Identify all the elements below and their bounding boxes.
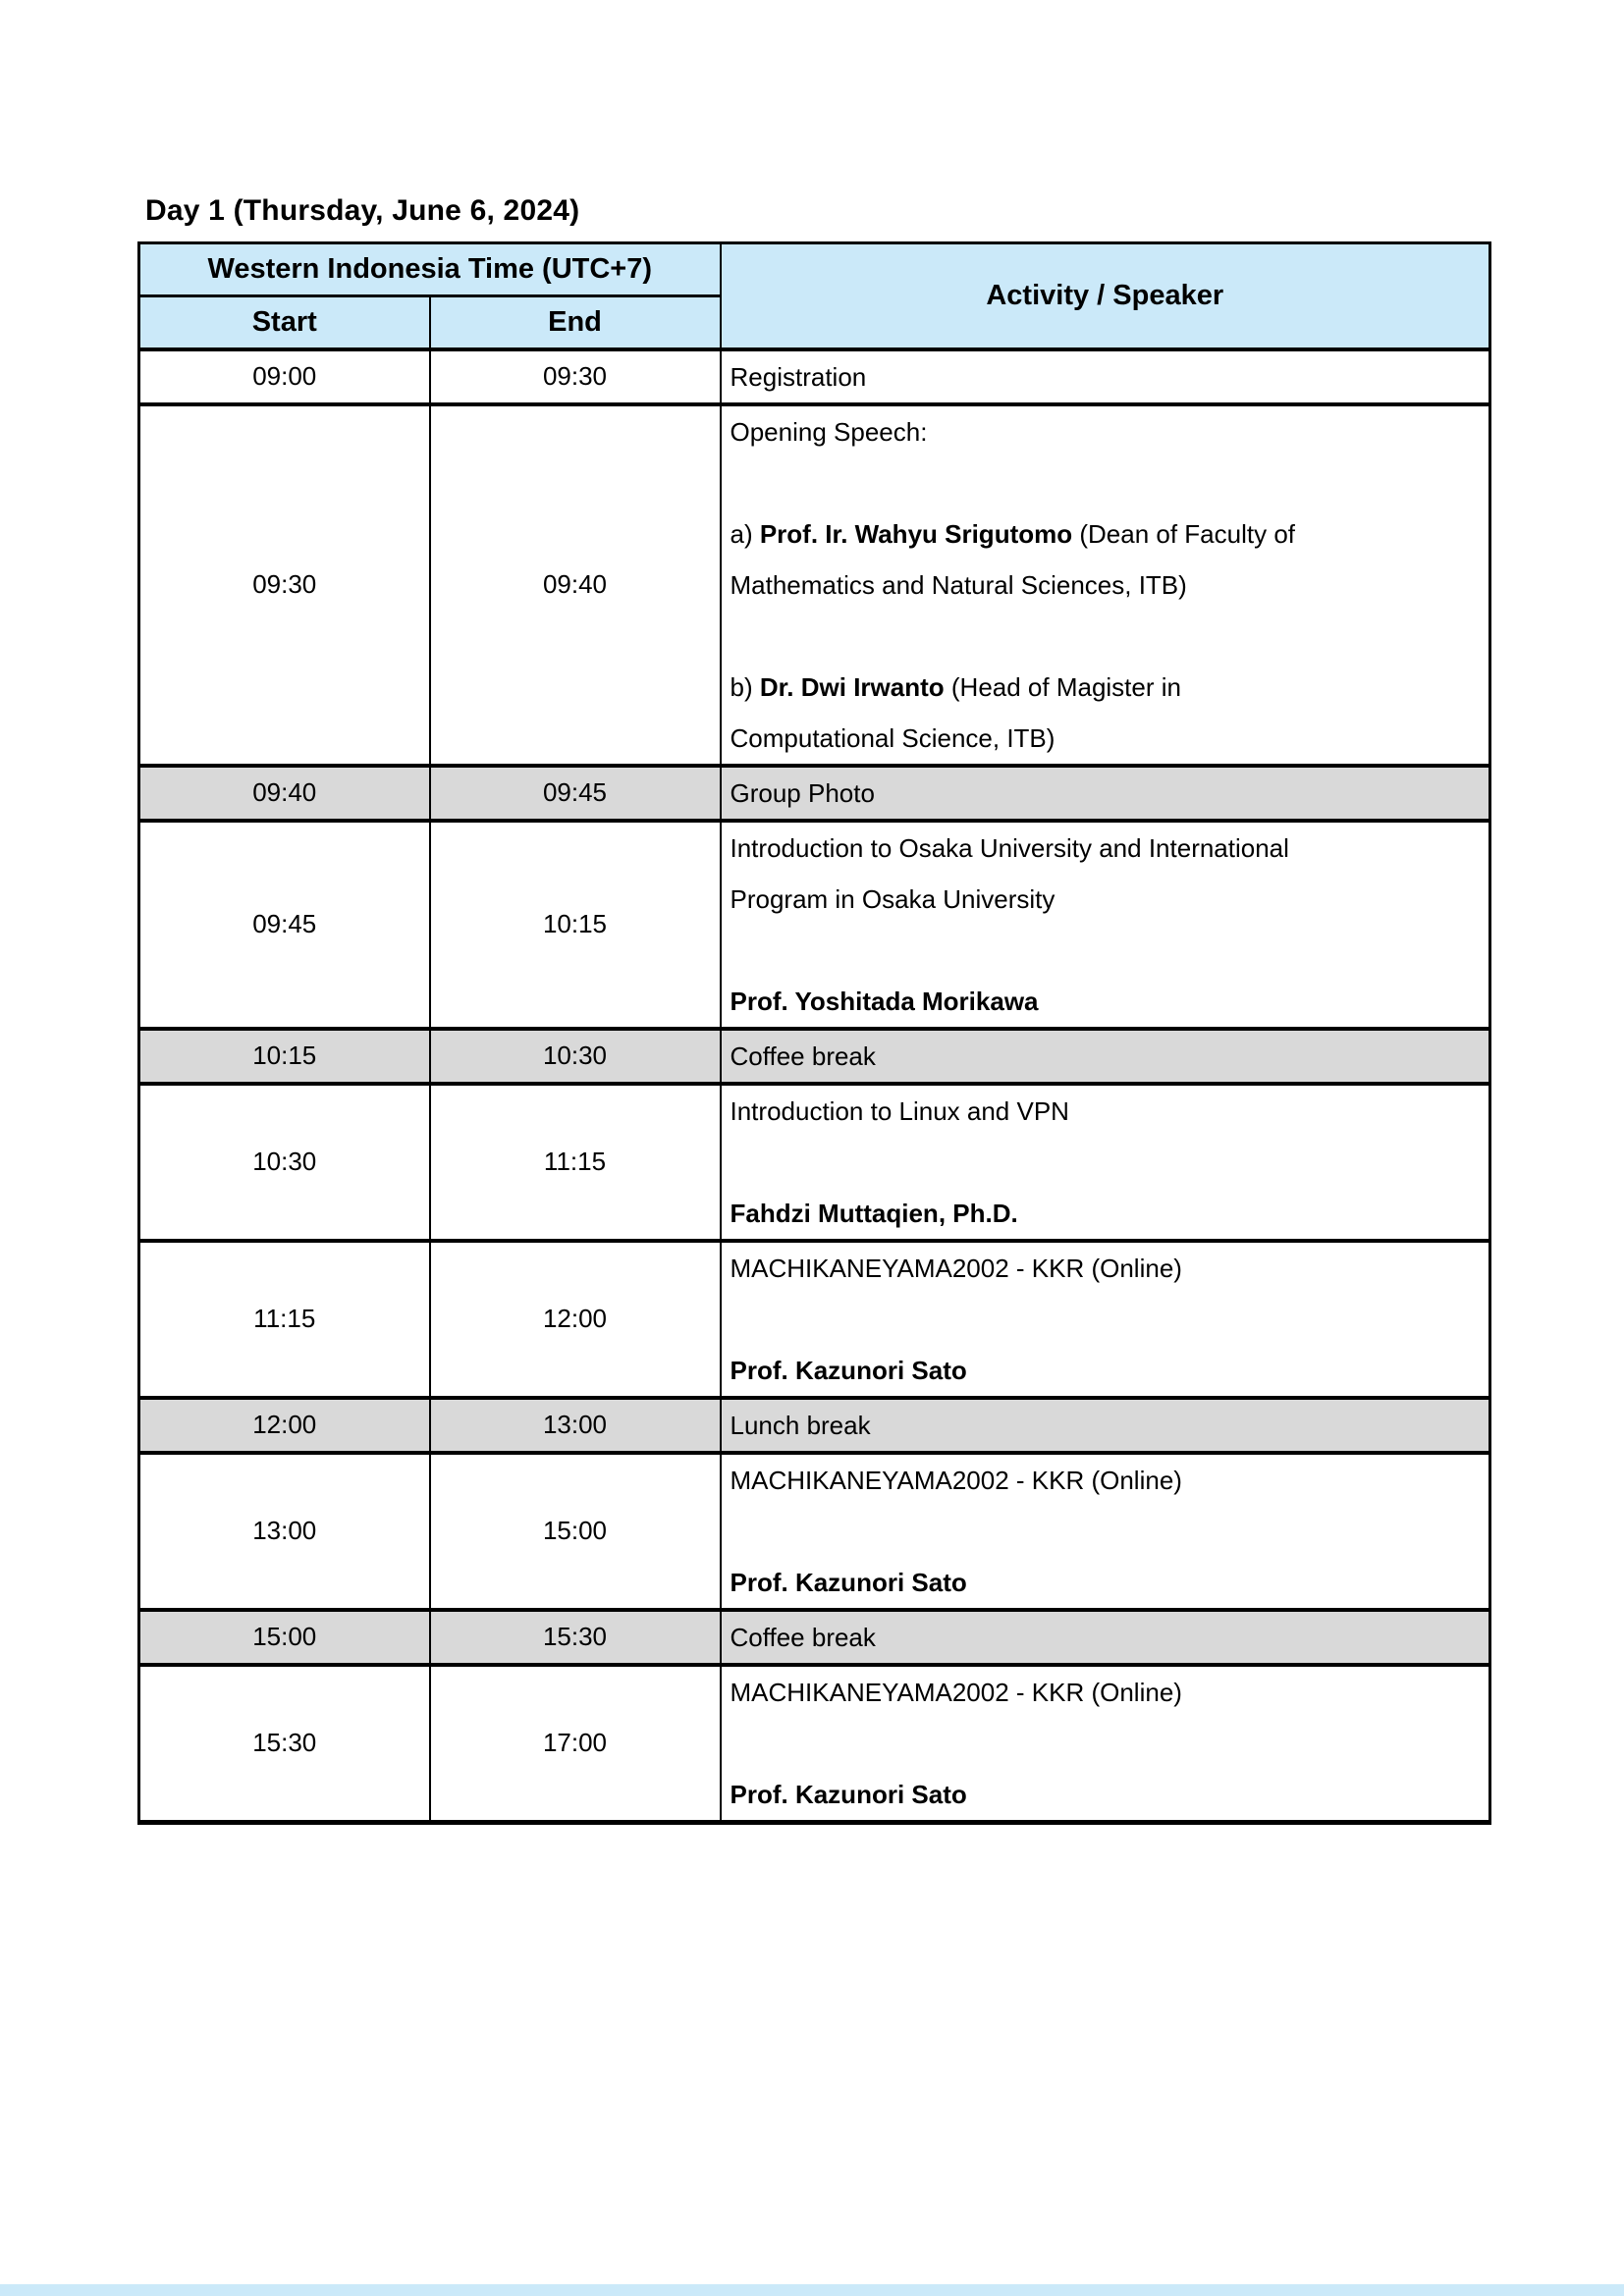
start-time-cell: 09:45 xyxy=(139,821,430,1029)
activity-cell xyxy=(721,1665,1490,1823)
end-time-cell: 11:15 xyxy=(430,1084,721,1241)
schedule-row xyxy=(139,1398,1490,1453)
end-time-cell: 09:30 xyxy=(430,349,721,404)
activity-line xyxy=(731,1243,1482,1294)
start-time-cell: 09:40 xyxy=(139,766,430,821)
next-page-table-edge xyxy=(0,2284,1624,2296)
speaker-name: Fahdzi Muttaqien, Ph.D. xyxy=(730,1198,1018,1228)
schedule-row xyxy=(139,766,1490,821)
start-time-cell: 15:00 xyxy=(139,1610,430,1665)
start-time-cell: 15:30 xyxy=(139,1665,430,1823)
schedule-row xyxy=(139,349,1490,404)
activity-line xyxy=(731,874,1482,925)
start-time-cell: 13:00 xyxy=(139,1453,430,1610)
header-time-group: Western Indonesia Time (UTC+7) xyxy=(139,243,721,296)
header-row-time-group xyxy=(139,243,1490,296)
activity-text: Mathematics and Natural Sciences, ITB) xyxy=(730,569,1187,600)
activity-cell xyxy=(721,1398,1490,1453)
activity-line xyxy=(731,1086,1482,1137)
speaker-name: Prof. Ir. Wahyu Srigutomo xyxy=(759,518,1073,549)
activity-line xyxy=(731,1031,1482,1082)
activity-line xyxy=(731,406,1482,457)
schedule-row xyxy=(139,1084,1490,1241)
start-time-cell: 10:15 xyxy=(139,1029,430,1084)
activity-cell xyxy=(721,1453,1490,1610)
start-time-cell: 09:30 xyxy=(139,404,430,766)
header-end: End xyxy=(430,296,721,349)
activity-cell xyxy=(721,1084,1490,1241)
activity-text: Registration xyxy=(730,361,867,392)
schedule-header xyxy=(139,243,1490,349)
end-time-cell: 17:00 xyxy=(430,1665,721,1823)
speaker-name: Prof. Kazunori Sato xyxy=(730,1779,967,1809)
activity-text: Introduction to Osaka University and International xyxy=(730,832,1289,863)
activity-line xyxy=(731,1400,1482,1451)
activity-line xyxy=(731,976,1482,1027)
activity-line xyxy=(731,823,1482,874)
activity-text: Coffee break xyxy=(730,1622,876,1652)
activity-line xyxy=(731,1718,1482,1769)
schedule-row xyxy=(139,1029,1490,1084)
activity-text: Opening Speech: xyxy=(730,416,928,447)
end-time-cell: 10:15 xyxy=(430,821,721,1029)
day-1-schedule-table xyxy=(137,241,1491,1825)
speaker-name: Prof. Yoshitada Morikawa xyxy=(730,986,1039,1016)
start-time-cell: 10:30 xyxy=(139,1084,430,1241)
activity-line xyxy=(731,351,1482,402)
end-time-cell: 09:40 xyxy=(430,404,721,766)
activity-line xyxy=(731,1557,1482,1608)
day-1-title: Day 1 (Thursday, June 6, 2024) xyxy=(145,194,580,227)
activity-text: Computational Science, ITB) xyxy=(730,722,1056,753)
activity-text: Coffee break xyxy=(730,1041,876,1071)
activity-line xyxy=(731,662,1482,713)
start-time-cell: 11:15 xyxy=(139,1241,430,1398)
end-time-cell: 12:00 xyxy=(430,1241,721,1398)
schedule-row xyxy=(139,1665,1490,1823)
activity-line xyxy=(731,508,1482,560)
activity-line xyxy=(731,1455,1482,1506)
activity-line xyxy=(731,925,1482,976)
end-time-cell: 10:30 xyxy=(430,1029,721,1084)
activity-line xyxy=(731,1506,1482,1557)
end-time-cell: 15:30 xyxy=(430,1610,721,1665)
activity-cell xyxy=(721,766,1490,821)
activity-line xyxy=(731,713,1482,764)
start-time-cell: 09:00 xyxy=(139,349,430,404)
activity-line xyxy=(731,457,1482,508)
end-time-cell: 13:00 xyxy=(430,1398,721,1453)
schedule-row xyxy=(139,1610,1490,1665)
end-time-cell: 09:45 xyxy=(430,766,721,821)
schedule-body xyxy=(139,349,1490,1823)
activity-line xyxy=(731,1769,1482,1820)
start-time-cell: 12:00 xyxy=(139,1398,430,1453)
activity-cell xyxy=(721,404,1490,766)
activity-cell xyxy=(721,349,1490,404)
activity-line xyxy=(731,768,1482,819)
activity-line xyxy=(731,1667,1482,1718)
activity-text: (Head of Magister in xyxy=(944,671,1181,702)
activity-text: Program in Osaka University xyxy=(730,883,1056,914)
activity-line xyxy=(731,1188,1482,1239)
activity-line xyxy=(731,1612,1482,1663)
activity-line xyxy=(731,1345,1482,1396)
speaker-name: Prof. Kazunori Sato xyxy=(730,1355,967,1385)
schedule-row xyxy=(139,821,1490,1029)
activity-text: (Dean of Faculty of xyxy=(1072,518,1296,549)
activity-line xyxy=(731,611,1482,662)
activity-text: Lunch break xyxy=(730,1410,871,1440)
speaker-name: Dr. Dwi Irwanto xyxy=(759,671,945,702)
speaker-name: Prof. Kazunori Sato xyxy=(730,1567,967,1597)
activity-text: a) xyxy=(730,518,760,549)
activity-cell xyxy=(721,821,1490,1029)
activity-line xyxy=(731,1294,1482,1345)
activity-text: MACHIKANEYAMA2002 - KKR (Online) xyxy=(730,1465,1182,1495)
activity-cell xyxy=(721,1029,1490,1084)
end-time-cell: 15:00 xyxy=(430,1453,721,1610)
activity-cell xyxy=(721,1610,1490,1665)
activity-line xyxy=(731,560,1482,611)
activity-cell xyxy=(721,1241,1490,1398)
activity-line xyxy=(731,1137,1482,1188)
schedule-row xyxy=(139,1453,1490,1610)
header-start: Start xyxy=(139,296,430,349)
activity-text: Introduction to Linux and VPN xyxy=(730,1095,1069,1126)
activity-text: MACHIKANEYAMA2002 - KKR (Online) xyxy=(730,1253,1182,1283)
schedule-row xyxy=(139,1241,1490,1398)
schedule-row xyxy=(139,404,1490,766)
activity-text: Group Photo xyxy=(730,777,875,808)
activity-text: b) xyxy=(730,671,760,702)
activity-text: MACHIKANEYAMA2002 - KKR (Online) xyxy=(730,1677,1182,1707)
header-activity-speaker: Activity / Speaker xyxy=(721,243,1490,349)
